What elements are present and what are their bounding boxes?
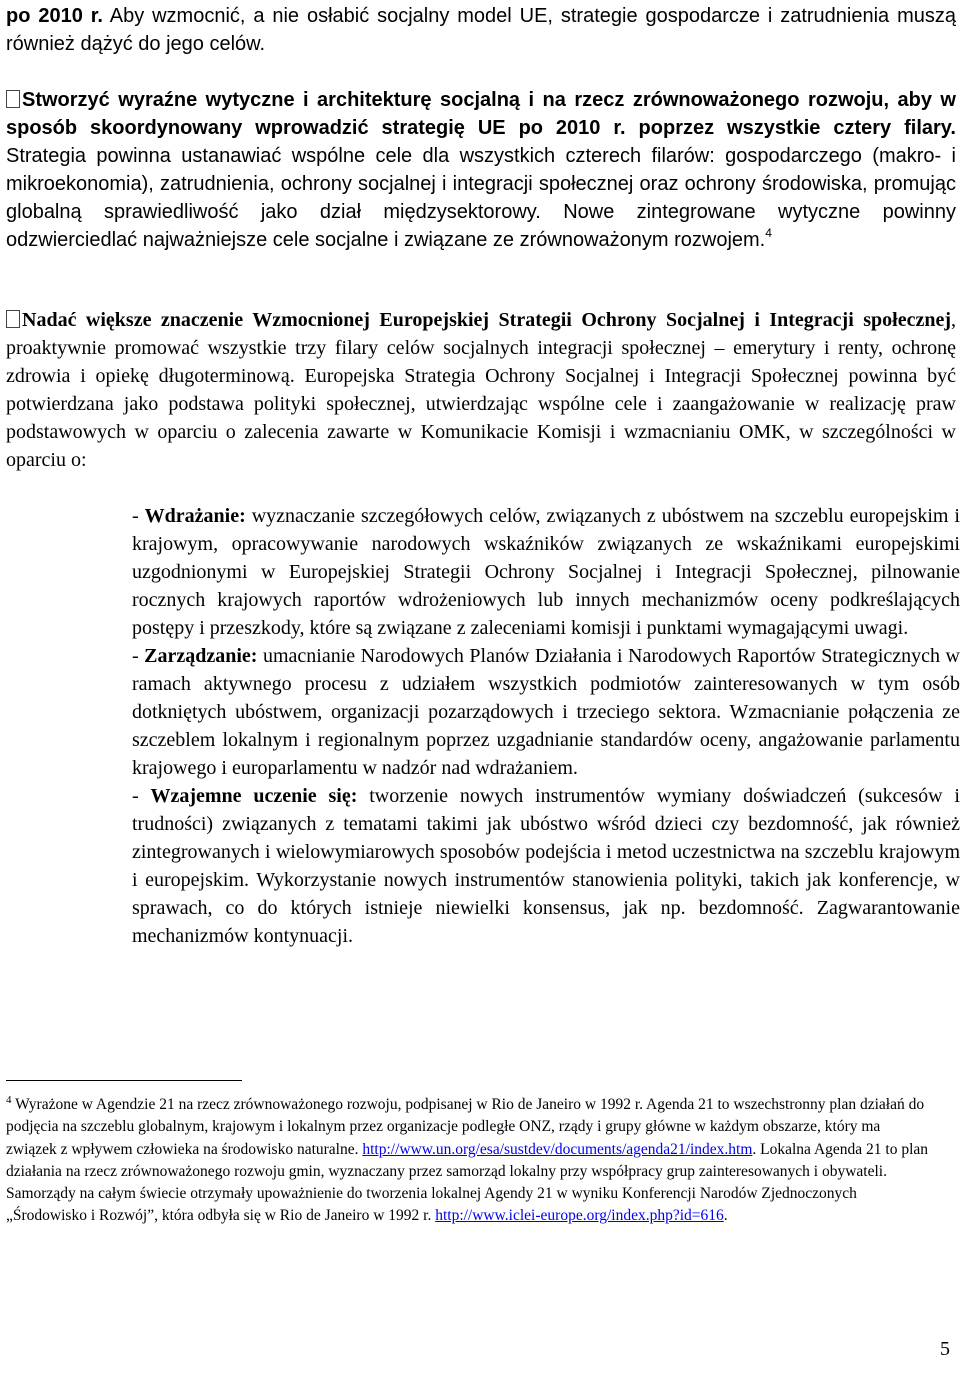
paragraph-pillars	[6, 86, 956, 254]
list-item-text: umacnianie Narodowych Planów Działania i Narodowych Raportów Strategicznych w ramach aktywnego procesu z udziałem wszystkich podmiotów zainteresowanych w tym osób dotkniętych ubóstwem, organizacji pozarządowych i trzeciego sektora. Wzmacnianie połączenia ze szczeblem lokalnym i regionalnym poprzez uzgadnianie standardów oceny, angażowanie parlamentu krajowego i europarlamentu w nadzór nad wdrażaniem.	[132, 645, 960, 779]
list-item-heading: Zarządzanie:	[144, 645, 258, 667]
list-item-text: tworzenie nowych instrumentów wymiany doświadczeń (sukcesów i trudności) związanych z tematami takimi jak ubóstwo wśród dzieci czy bezdomność, jak również zintegrowanych i wielowymiarowych sposobów podejścia i metod uczestnictwa na szczeblu krajowym i europejskim. Wykorzystanie nowych instrumentów stanowienia polityki, takich jak konferencje, w sprawach, co do których istnieje niewielki konsensus, jak np. bezdomność. Zagwarantowanie mechanizmów kontynuacji.	[132, 785, 960, 947]
dash-list	[132, 502, 960, 950]
list-item-heading: Wzajemne uczenie się:	[150, 785, 358, 807]
footnote-number: 4	[6, 1094, 12, 1106]
footnote-link-agenda21[interactable]: http://www.un.org/esa/sustdev/documents/agenda21/index.htm	[362, 1140, 753, 1158]
list-item-text: wyznaczanie szczegółowych celów, związanych z ubóstwem na szczeblu europejskim i krajowym, opracowywanie narodowych wskaźników związanych ze wskaźnikami europejskimi uzgodnionymi w Europejskiej Strategii Ochrony Socjalnej i Integracji Społecznej, pilnowanie rocznych krajowych raportów wdrożeniowych lub innych mechanizmów oceny podkreślających postępy i przeszkody, które są związane z zaleceniami komisji i punktami wymagającymi uwagi.	[132, 505, 960, 639]
footnote-separator	[6, 1080, 242, 1081]
list-item	[132, 502, 960, 642]
footnote	[6, 1094, 934, 1228]
footnote-text-2: . Lokalna Agenda 21 to plan działania na rzecz zrównoważonego rozwoju gmin, wyznaczany przez samorząd lokalny przy współpracy grup zainteresowanych i obywateli. Samorządy na całym świecie otrzymały upoważnienie do tworzenia lokalnej Agendy 21 w wyniku Konferencji Narodów Zjednoczonych „Środowisko i Rozwój”, która odbyła się w Rio de Janeiro w 1992 r.	[6, 1140, 929, 1225]
footnote-text-1: Wyrażone w Agendzie 21 na rzecz zrównoważonego rozwoju, podpisanej w Rio de Janeiro w 1992 r. Agenda 21 to wszechstronny plan działań do podjęcia na szczeblu globalnym, krajowym i lokalnym przez organizacje podległe ONZ, rządy i grupy główne w każdym obszarze, który ma związek z wpływem człowieka na środowisko naturalne.	[6, 1096, 925, 1158]
footnote-link-iclei[interactable]: http://www.iclei-europe.org/index.php?id=616	[435, 1207, 724, 1225]
list-item-heading: Wdrażanie:	[144, 505, 246, 527]
intro-bold: po 2010 r.	[6, 5, 103, 27]
pillars-heading: Stworzyć wyraźne wytyczne i architekturę socjalną i na rzecz zrównoważonego rozwoju, aby w sposób skoordynowany wprowadzić strategię UE po 2010 r. poprzez wszystkie cztery filary.	[6, 89, 956, 139]
strategy-heading: Nadać większe znaczenie Wzmocnionej Europejskiej Strategii Ochrony Socjalnej i Integracji społecznej	[22, 309, 951, 331]
strategy-text: , proaktywnie promować wszystkie trzy filary celów socjalnych integracji społecznej – emerytury i renty, ochronę zdrowia i opiekę długoterminową. Europejska Strategia Ochrony Socjalnej i Integracji Społecznej powinna być potwierdzana jako podstawa polityki społecznej, utwierdzając wspólne cele i zaangażowanie w realizację praw podstawowych w oparciu o zalecenia zawarte w Komunikacie Komisji i wzmacnianiu OMK, w szczególności w oparciu o:	[6, 309, 956, 471]
paragraph-intro	[6, 2, 956, 58]
list-item	[132, 782, 960, 950]
list-dash: -	[132, 785, 151, 807]
bullet-box-icon	[6, 310, 20, 328]
pillars-text: Strategia powinna ustanawiać wspólne cele dla wszystkich czterech filarów: gospodarczego (makro- i mikroekonomia), zatrudnienia, ochrony socjalnej i integracji społecznej oraz ochrony środowiska, promując globalną sprawiedliwość jako dział międzysektorowy. Nowe zintegrowane wytyczne powinny odzwierciedlać najważniejsze cele socjalne i związane ze zrównoważonym rozwojem.	[6, 145, 956, 251]
list-item	[132, 642, 960, 782]
footnote-text-3: .	[723, 1207, 728, 1225]
list-dash: -	[132, 645, 145, 667]
intro-text: Aby wzmocnić, a nie osłabić socjalny model UE, strategie gospodarcze i zatrudnienia muszą również dążyć do jego celów.	[6, 5, 956, 55]
footnote-ref: 4	[765, 226, 772, 240]
list-dash: -	[132, 505, 145, 527]
paragraph-strategy	[6, 306, 956, 474]
bullet-box-icon	[6, 90, 20, 108]
page-number: 5	[940, 1338, 950, 1360]
